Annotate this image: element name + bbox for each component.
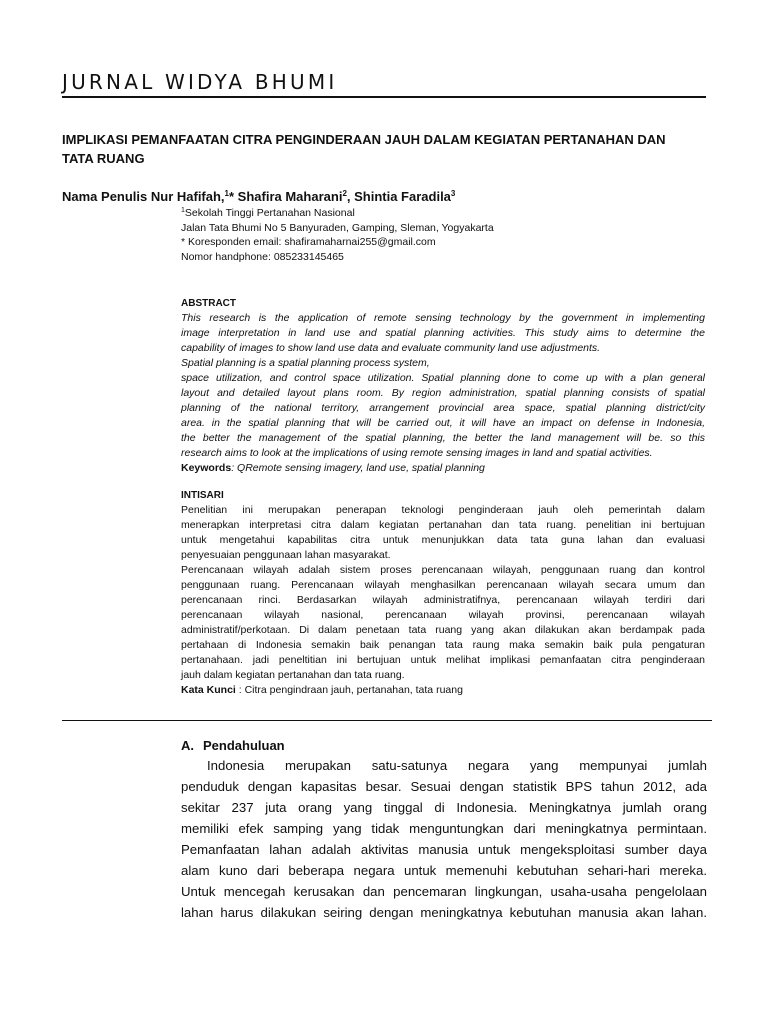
section-divider [62,720,712,721]
intisari-heading: INTISARI [181,490,224,501]
keywords-label: Keywords [181,462,232,474]
keywords-text: : QRemote sensing imagery, land use, spatial planning [231,462,485,474]
body-line: Pemanfaatan lahan adalah aktivitas manusia untuk mengeksploitasi sumber daya [181,842,707,857]
abstract-heading: ABSTRACT [181,298,236,309]
affiliation-sup: 1 [181,207,185,214]
affiliation-address: Jalan Tata Bhumi No 5 Banyuraden, Gamping, Sleman, Yogyakarta [181,221,494,234]
header-rule [62,96,706,98]
kata-kunci-label: Kata Kunci [181,684,236,696]
corresponding-email: * Koresponden email: shafiramaharnai255@gmail.com [181,236,436,249]
abstract-keywords [181,461,705,476]
corresponding-mark: * [229,189,235,204]
abstract-line: capability of images to show land use data and evaluate community land use adjustments. [181,342,601,354]
intisari-keywords [181,683,705,698]
intisari-line: jauh dalam kegiatan pertanahan dan tata ruang. [181,669,405,681]
abstract-section [181,296,705,476]
phone-number: Nomor handphone: 085233145465 [181,251,344,264]
institution-name: Sekolah Tinggi Pertanahan Nasional [184,207,355,219]
intisari-line: Perencanaan wilayah adalah sistem proses perencanaan wilayah, penggunaan ruang dan kontrol [181,564,705,576]
intisari-line: perencanaan rinci. Berdasarkan wilayah administratifnya, perencanaan wilayah terdiri dari [181,594,705,606]
body-line: lahan harus dilakukan seiring dengan meningkatnya kebutuhan manusia akan lahan. [181,905,707,920]
affiliation-institution [181,204,701,221]
section-number: A. [181,738,194,753]
abstract-line: space utilization, and control space utilization. Spatial planning done to come up with a plan general [181,372,705,384]
intisari-line: administratif/perkotaan. Di dalam penetaan tata ruang yang akan dilakukan akan berdampak pada [181,624,705,636]
author-3: , Shintia Faradila [346,189,451,204]
section-title: Pendahuluan [203,738,285,753]
body-line: Untuk mencegah kerusakan dan pencemaran lingkungan, usaha-usaha pengelolaan [181,884,707,899]
abstract-line: This research is the application of remote sensing technology by the government in implementing [181,312,705,324]
intisari-line: perencanaan wilayah nasional, perencanaan wilayah provinsi, perencanaan wilayah [181,609,705,621]
abstract-line: planning of the national territory, arrangement provincial area space, spatial planning district/city [181,402,705,414]
intisari-line: menerapkan interpretasi citra dalam kegiatan pertanahan dan tata ruang. penelitian ini bertujuan [181,519,705,531]
intisari-line: penyesuaian penggunaan lahan masyarakat. [181,549,391,561]
intisari-line: pertahaan di Indonesia semakin baik penangan tata raung maka semakin baik pula pengaturan [181,639,705,651]
intisari-section [181,488,705,698]
intisari-line: Penelitian ini merupakan penerapan teknologi penginderaan jauh oleh pemerintah dalam [181,504,705,516]
journal-name: JURNAL WIDYA BHUMI [62,70,338,94]
abstract-line: area. in the spatial planning that will be carried out, it will have an impact on defense in Indonesia, [181,417,705,429]
abstract-line: image interpretation in land use and spatial planning activities. This study aims to determine the [181,327,705,339]
body-line: alam kuno dari beberapa negara untuk memenuhi kebutuhan sehari-hari mereka. [181,863,707,878]
body-line: penduduk dengan kapasitas besar. Sesuai dengan statistik BPS tahun 2012, ada [181,779,707,794]
author-sup-1: 1 [224,189,229,198]
body-line: Indonesia merupakan satu-satunya negara yang mempunyai jumlah [207,758,707,773]
intisari-line: penggunaan ruang. Perencanaan wilayah menghasilkan perencanaan wilayah secara umum dan [181,579,705,591]
kata-kunci-text: : Citra pengindraan jauh, pertanahan, tata ruang [235,684,463,696]
author-sup-2: 2 [342,189,347,198]
section-heading [181,737,707,755]
abstract-line: research aims to look at the implications of using remote sensing images in land and spatial activities. [181,447,653,459]
author-prefix: Nama Penulis Nur Hafifah, [62,189,225,204]
abstract-line: the better the management of the spatial planning, the better the land management will be. so this [181,432,705,444]
author-2: Shafira Maharani [234,189,343,204]
paper-title-line: TATA RUANG [62,151,145,166]
paper-title-line: IMPLIKASI PEMANFAATAN CITRA PENGINDERAAN JAUH DALAM KEGIATAN PERTANAHAN DAN [62,132,666,147]
body-line: sekitar 237 juta orang yang tinggal di Indonesia. Meningkatnya jumlah orang [181,800,707,815]
intisari-line: pertanahaan. jadi peneltitian ini bertujuan untuk melihat implikasi pemanfaatan citra penginderaan [181,654,705,666]
abstract-line: layout and detailed layout plans room. By region administration, spatial planning consists of spatial [181,387,705,399]
paper-title [62,130,702,168]
author-sup-3: 3 [450,189,456,198]
intisari-line: untuk mengetahui kapabilitas citra untuk menunjukkan data tata guna lahan dan evaluasi [181,534,705,546]
section-pendahuluan [181,737,707,923]
body-line: memiliki efek samping yang tidak menguntungkan dari meningkatnya permintaan. [181,821,707,836]
affiliation-block [181,204,701,265]
abstract-line: Spatial planning is a spatial planning process system, [181,357,430,369]
author-list [62,186,702,205]
